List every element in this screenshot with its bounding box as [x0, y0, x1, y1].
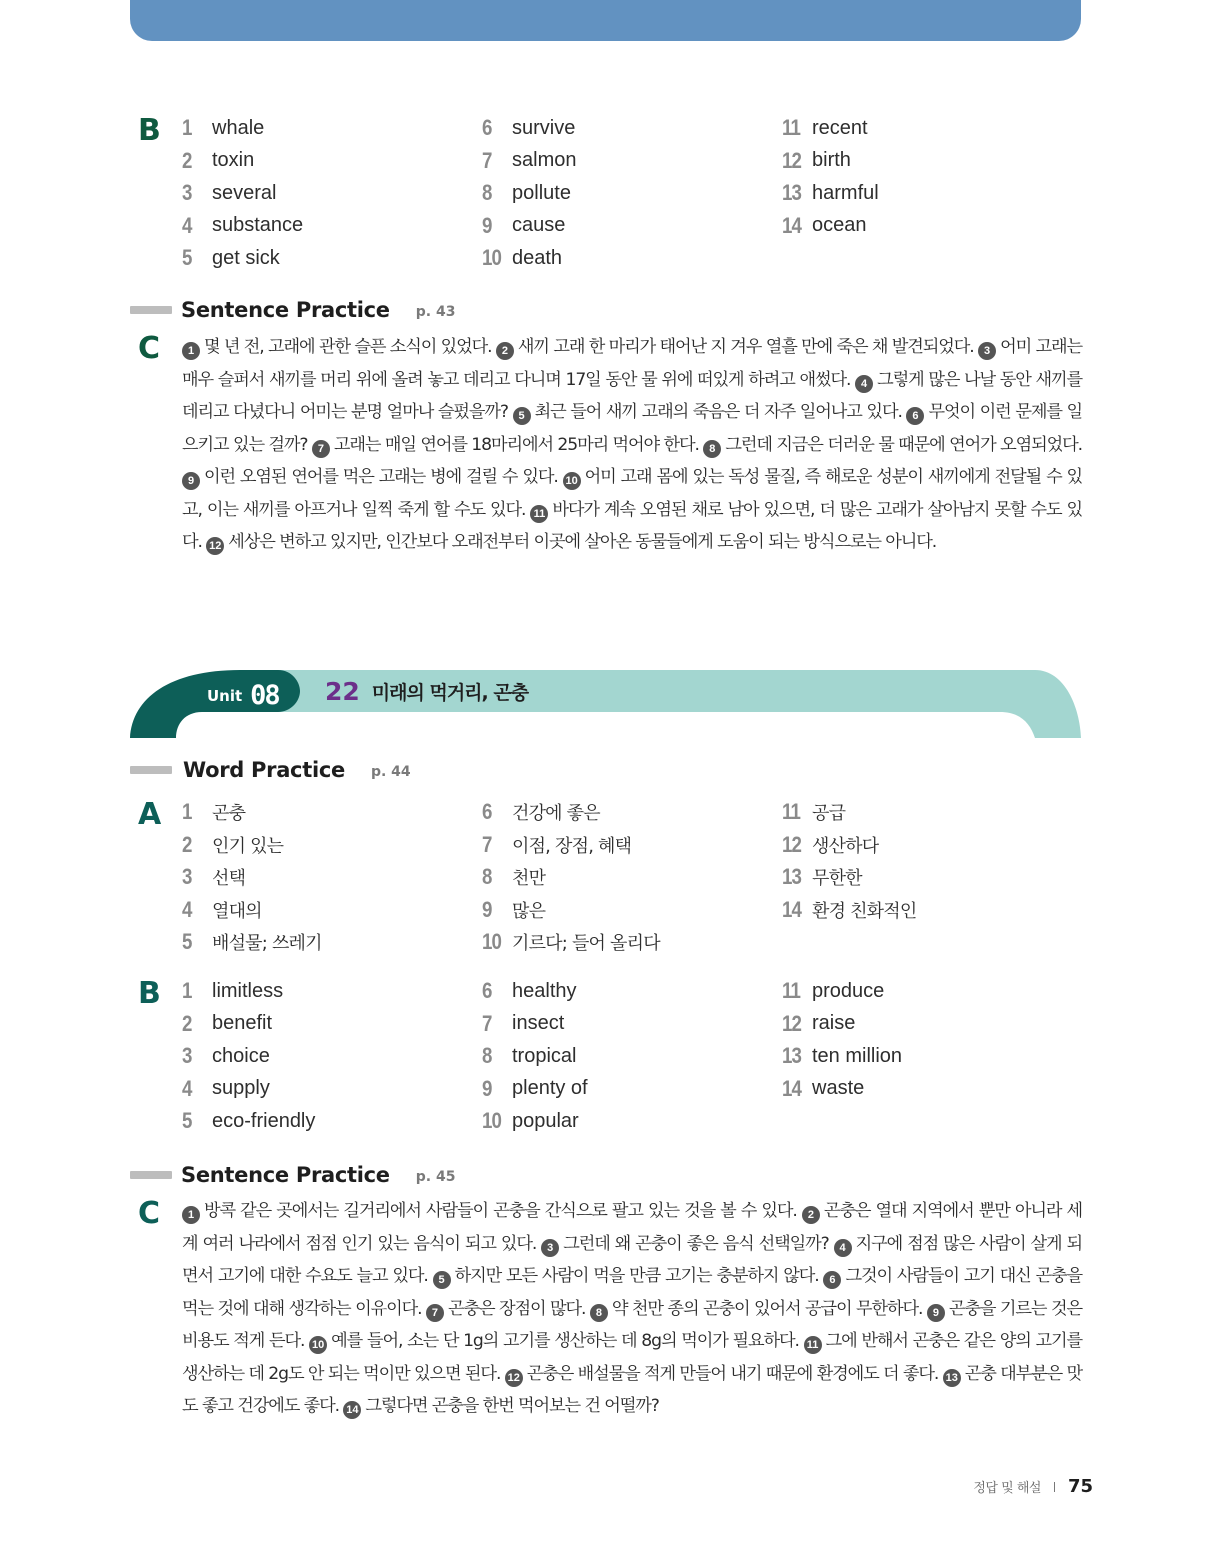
number-circle: 11 [530, 505, 548, 523]
number-circle: 13 [943, 1369, 961, 1387]
word-item: 10 death [482, 245, 563, 271]
word-item: 2 benefit [182, 1010, 273, 1036]
word-item: 1 곤충 [182, 799, 246, 825]
top-color-band [130, 0, 1081, 41]
unit-number: 08 [250, 680, 279, 711]
word-item: 8 tropical [482, 1043, 577, 1069]
word-item: 1 whale [182, 115, 265, 141]
number-circle: 5 [513, 407, 531, 425]
word-item: 9 많은 [482, 896, 546, 922]
word-column-1 [182, 975, 315, 1138]
number-circle: 7 [426, 1304, 444, 1322]
number-circle: 12 [206, 537, 224, 555]
number-circle: 2 [802, 1206, 820, 1224]
word-item: 14 환경 친화적인 [782, 896, 917, 922]
number-circle: 7 [312, 440, 330, 458]
number-circle: 3 [978, 342, 996, 360]
number-circle: 14 [343, 1401, 361, 1419]
word-item: 14 ocean [782, 212, 867, 238]
number-circle: 8 [703, 440, 721, 458]
word-item: 11 recent [782, 115, 868, 141]
word-item: 13 harmful [782, 180, 879, 206]
word-item: 2 인기 있는 [182, 831, 284, 857]
word-item: 13 ten million [782, 1043, 903, 1069]
word-column-3 [782, 796, 916, 926]
word-item: 7 이점, 장점, 혜택 [482, 831, 632, 857]
word-item: 4 supply [182, 1075, 270, 1101]
word-item: 12 birth [782, 147, 851, 173]
word-item: 7 insect [482, 1010, 565, 1036]
word-column-2 [482, 796, 660, 959]
number-circle: 2 [496, 342, 514, 360]
heading-bar [130, 766, 172, 774]
word-column-3 [782, 975, 902, 1105]
unit-banner [130, 668, 1081, 738]
word-item: 2 toxin [182, 147, 255, 173]
word-item: 3 several [182, 180, 277, 206]
word-item: 9 cause [482, 212, 566, 238]
word-item: 11 produce [782, 978, 885, 1004]
footer-label: 정답 및 해설 [973, 1481, 1041, 1496]
exercise-letter-c: C [138, 331, 161, 366]
number-circle: 6 [823, 1271, 841, 1289]
word-item: 13 무한한 [782, 864, 862, 890]
lesson-title [325, 677, 528, 706]
page-number: 75 [1067, 1476, 1093, 1497]
word-item: 14 waste [782, 1075, 865, 1101]
word-item: 4 열대의 [182, 896, 262, 922]
word-item: 6 healthy [482, 978, 577, 1004]
word-item: 8 pollute [482, 180, 571, 206]
number-circle: 12 [505, 1369, 523, 1387]
section-heading-sentence-practice-2: Sentence Practice p. 45 [130, 1160, 455, 1190]
section-heading-word-practice: Word Practice p. 44 [130, 755, 411, 785]
word-item: 1 limitless [182, 978, 284, 1004]
number-circle: 1 [182, 342, 200, 360]
exercise-letter-b: B [138, 976, 161, 1011]
word-item: 6 survive [482, 115, 576, 141]
unit-label: Unit 08 [207, 680, 279, 711]
number-circle: 9 [927, 1304, 945, 1322]
word-item: 12 생산하다 [782, 831, 879, 857]
sentence-paragraph-1: 1 몇 년 전, 고래에 관한 슬픈 소식이 있었다. 2 새끼 고래 한 마리가 태어난 지 겨우 열흘 만에 죽은 채 발견되었다. 3 어미 고래는 매우 슬퍼서 새끼를 머리 위에 올려 놓고 데리고 다니며 17일 동안 물 위에 떠있게 하려고 애썼다. 4 그렇게 많은 나날 동안 새끼를 데리고 다녔다니 어미는 분명 얼마나 슬펐을까? 5 최근 들어 새끼 고래의 죽음은 더 자주 일어나고 있다. 6 무엇이 이런 문제를 일으키고 있는 걸까? 7 고래는 매일 연어를 18마리에서 25마리 먹어야 한다. 8 그런데 지금은 더러운 물 때문에 연어가 오염되었다. 9 이런 오염된 연어를 먹은 고래는 병에 걸릴 수 있다. 10 어미 고래 몸에 있는 독성 물질, 즉 해로운 성분이 새끼에게 전달될 수 있고, 이는 새끼를 아프거나 일찍 죽게 할 수도 있다. 11 바다가 계속 오염된 채로 남아 있으면, 더 많은 고래가 살아남지 못할 수도 있다. 12 세상은 변하고 있지만, 인간보다 오래전부터 이곳에 살아온 동물들에게 도움이 되는 방식으로는 아니다. [182, 331, 1082, 559]
word-item: 10 popular [482, 1108, 579, 1134]
word-item: 8 천만 [482, 864, 546, 890]
word-item: 6 건강에 좋은 [482, 799, 600, 825]
number-circle: 6 [906, 407, 924, 425]
word-item: 3 choice [182, 1043, 270, 1069]
lesson-name: 미래의 먹거리, 곤충 [371, 682, 529, 704]
exercise-letter-b: B [138, 113, 161, 148]
number-circle: 10 [309, 1336, 327, 1354]
word-item: 3 선택 [182, 864, 246, 890]
word-item: 4 substance [182, 212, 304, 238]
word-item: 11 공급 [782, 799, 846, 825]
word-item: 12 raise [782, 1010, 856, 1036]
lesson-number: 22 [325, 677, 360, 706]
word-item: 9 plenty of [482, 1075, 588, 1101]
number-circle: 9 [182, 472, 200, 490]
number-circle: 3 [541, 1239, 559, 1257]
word-item: 5 배설물; 쓰레기 [182, 929, 322, 955]
footer-divider [1054, 1482, 1055, 1492]
word-column-2 [482, 112, 576, 275]
number-circle: 10 [563, 472, 581, 490]
exercise-letter-c: C [138, 1196, 161, 1231]
heading-bar [130, 1171, 172, 1179]
number-circle: 8 [590, 1304, 608, 1322]
section-heading-sentence-practice-1: Sentence Practice p. 43 [130, 295, 455, 325]
number-circle: 11 [804, 1336, 822, 1354]
word-item: 5 get sick [182, 245, 280, 271]
word-column-1 [182, 112, 303, 275]
word-item: 10 기르다; 들어 올리다 [482, 929, 660, 955]
heading-bar [130, 306, 172, 314]
word-column-1 [182, 796, 322, 959]
number-circle: 4 [834, 1239, 852, 1257]
page-footer [973, 1476, 1093, 1497]
exercise-letter-a: A [138, 797, 162, 832]
number-circle: 5 [433, 1271, 451, 1289]
number-circle: 4 [855, 375, 873, 393]
word-column-2 [482, 975, 588, 1138]
word-item: 7 salmon [482, 147, 577, 173]
word-column-3 [782, 112, 879, 242]
word-item: 5 eco-friendly [182, 1108, 316, 1134]
number-circle: 1 [182, 1206, 200, 1224]
sentence-paragraph-2: 1 방콕 같은 곳에서는 길거리에서 사람들이 곤충을 간식으로 팔고 있는 것을 볼 수 있다. 2 곤충은 열대 지역에서 뿐만 아니라 세계 여러 나라에서 점점 인기 있는 음식이 되고 있다. 3 그런데 왜 곤충이 좋은 음식 선택일까? 4 지구에 점점 많은 사람이 살게 되면서 고기에 대한 수요도 늘고 있다. 5 하지만 모든 사람이 먹을 만큼 고기는 충분하지 않다. 6 그것이 사람들이 고기 대신 곤충을 먹는 것에 대해 생각하는 이유이다. 7 곤충은 장점이 많다. 8 약 천만 종의 곤충이 있어서 공급이 무한하다. 9 곤충을 기르는 것은 비용도 적게 든다. 10 예를 들어, 소는 단 1g의 고기를 생산하는 데 8g의 먹이가 필요하다. 11 그에 반해서 곤충은 같은 양의 고기를 생산하는 데 2g도 안 되는 먹이만 있으면 된다. 12 곤충은 배설물을 적게 만들어 내기 때문에 환경에도 더 좋다. 13 곤충 대부분은 맛도 좋고 건강에도 좋다. 14 그렇다면 곤충을 한번 먹어보는 건 어떨까? [182, 1195, 1082, 1423]
